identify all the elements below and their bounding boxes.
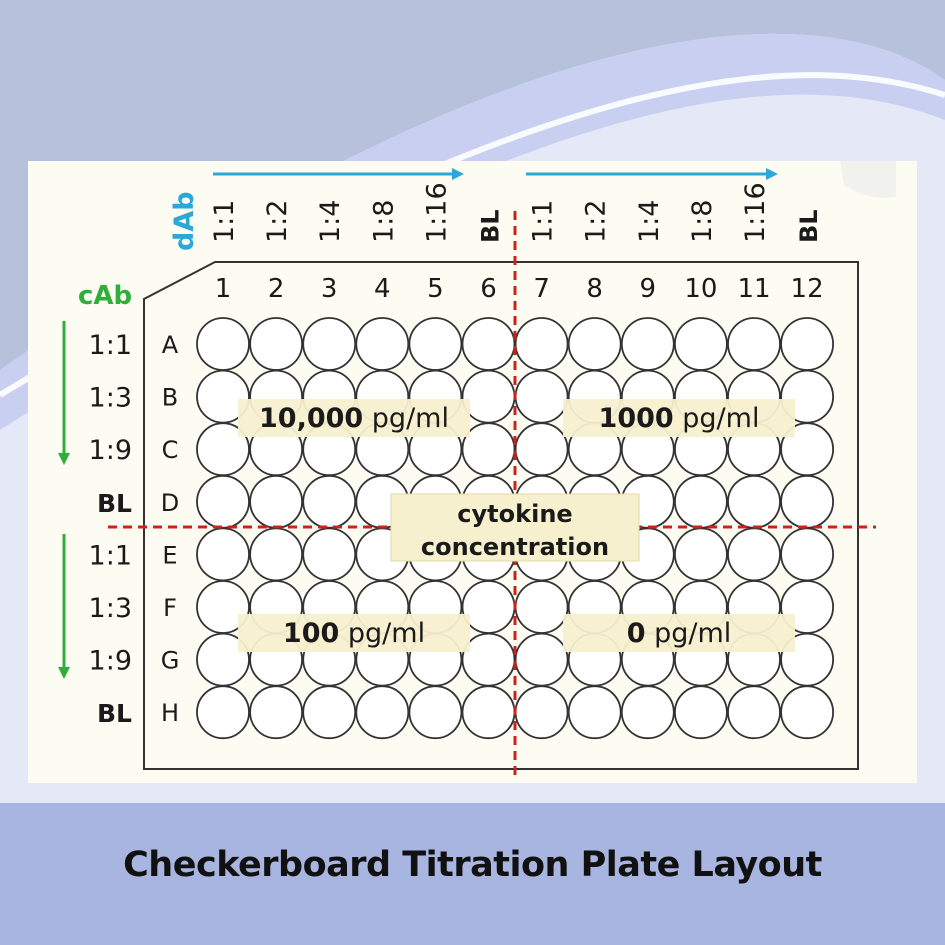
quadrant-4-unit: pg/ml [654,618,732,649]
center-label-line1: cytokine [457,500,573,528]
quadrant-callout-1 [238,399,470,437]
well-H6 [463,686,515,738]
dab-dilution-label: 1:4 [633,199,665,243]
dab-dilution-label: BL [476,209,505,243]
well-F7 [516,581,568,633]
cab-dilution-label: 1:9 [88,645,132,677]
row-letter-labels [161,331,180,727]
column-number-label: 12 [790,274,824,304]
cab-dilution-labels [89,330,133,728]
svg-text:0 pg/ml [627,618,732,649]
well-A3 [303,318,355,370]
well-B6 [463,371,515,423]
well-H11 [728,686,780,738]
row-letter-label: C [161,436,179,465]
row-letter-label: D [160,488,180,517]
row-letter-label: B [161,383,179,412]
well-A7 [516,318,568,370]
well-F6 [463,581,515,633]
well-H1 [197,686,249,738]
dab-dilution-label: 1:2 [262,199,294,243]
well-A1 [197,318,249,370]
column-number-label: 7 [533,274,550,304]
dab-dilution-label: 1:2 [580,199,612,243]
dab-dilution-label: 1:1 [209,199,240,243]
well-H5 [409,686,461,738]
dab-arrows [213,168,778,180]
row-letter-label: E [162,541,178,570]
well-H3 [303,686,355,738]
well-C6 [463,423,515,475]
cab-dilution-label: 1:3 [88,593,132,624]
column-number-label: 10 [684,274,718,304]
well-D1 [197,476,249,528]
cab-dilution-label: 1:1 [88,330,132,361]
well-H2 [250,686,302,738]
row-letter-label: F [163,594,177,622]
well-H8 [569,686,621,738]
quadrant-3-unit: pg/ml [347,618,426,649]
cab-dilution-label: 1:1 [88,540,132,572]
column-number-label: 5 [427,274,444,304]
quadrant-callout-4 [563,614,795,652]
svg-text:100 pg/ml [283,618,425,649]
cab-dilution-label: BL [97,488,132,518]
well-A10 [675,318,727,370]
well-E1 [197,528,249,580]
column-number-label: 4 [374,274,391,304]
plate-diagram-panel [28,161,917,783]
dab-dilution-label: BL [795,209,824,243]
column-number-label: 3 [320,274,338,304]
well-A5 [409,318,461,370]
dab-dilution-label: 1:1 [527,199,559,243]
well-A6 [463,318,515,370]
dab-dilution-label: 1:16 [421,182,453,243]
well-G7 [516,634,568,686]
well-A2 [250,318,302,370]
well-H10 [675,686,727,738]
dab-axis-title: dAb [169,191,200,251]
quadrant-1-unit: pg/ml [371,403,449,434]
row-letter-label: G [160,646,180,675]
quadrant-1-value: 10,000 [259,403,364,434]
svg-text:10,000 pg/ml [259,403,449,434]
column-number-label: 2 [267,274,285,304]
well-A9 [622,318,674,370]
well-A4 [356,318,408,370]
quadrant-4-value: 0 [626,618,646,649]
well-C7 [516,423,568,475]
well-D2 [250,476,302,528]
dab-dilution-label: 1:16 [740,182,771,243]
dab-dilution-label: 1:4 [315,199,347,243]
page-caption: Checkerboard Titration Plate Layout [123,845,822,885]
corner-tab [840,161,896,198]
well-H12 [781,686,833,738]
well-E3 [303,528,355,580]
well-A11 [728,318,780,370]
column-number-labels [215,274,824,304]
center-callout [391,494,639,561]
quadrant-3-value: 100 [282,618,340,649]
well-H9 [622,686,674,738]
well-H7 [516,686,568,738]
cab-dilution-label: 1:3 [88,382,132,414]
svg-text:1000 pg/ml [599,403,760,434]
cab-axis-title: cAb [78,281,133,311]
cab-arrows [58,321,70,679]
column-number-label: 8 [586,274,603,304]
well-A12 [781,318,833,370]
well-D10 [675,476,727,528]
quadrant-2-value: 1000 [598,403,674,434]
well-E11 [728,528,780,580]
column-number-label: 1 [214,274,232,304]
dab-dilution-label: 1:8 [686,199,718,243]
quadrant-2-unit: pg/ml [682,403,760,434]
well-E10 [675,528,727,580]
well-D3 [303,476,355,528]
cab-dilution-label: BL [97,699,132,729]
row-letter-label: H [160,699,180,728]
quadrant-callout-3 [238,614,470,652]
center-label-line2: concentration [420,533,610,561]
well-A8 [569,318,621,370]
well-B7 [516,371,568,423]
column-number-label: 9 [639,274,657,304]
well-D11 [728,476,780,528]
well-G6 [463,634,515,686]
well-D12 [781,476,833,528]
well-E2 [250,528,302,580]
quadrant-callout-2 [563,399,795,437]
row-letter-label: A [161,331,179,359]
dab-dilution-label: 1:8 [368,199,400,243]
column-number-label: 11 [737,274,771,304]
well-H4 [356,686,408,738]
column-number-label: 6 [480,274,497,304]
well-E12 [781,528,833,580]
cab-dilution-label: 1:9 [88,435,132,467]
